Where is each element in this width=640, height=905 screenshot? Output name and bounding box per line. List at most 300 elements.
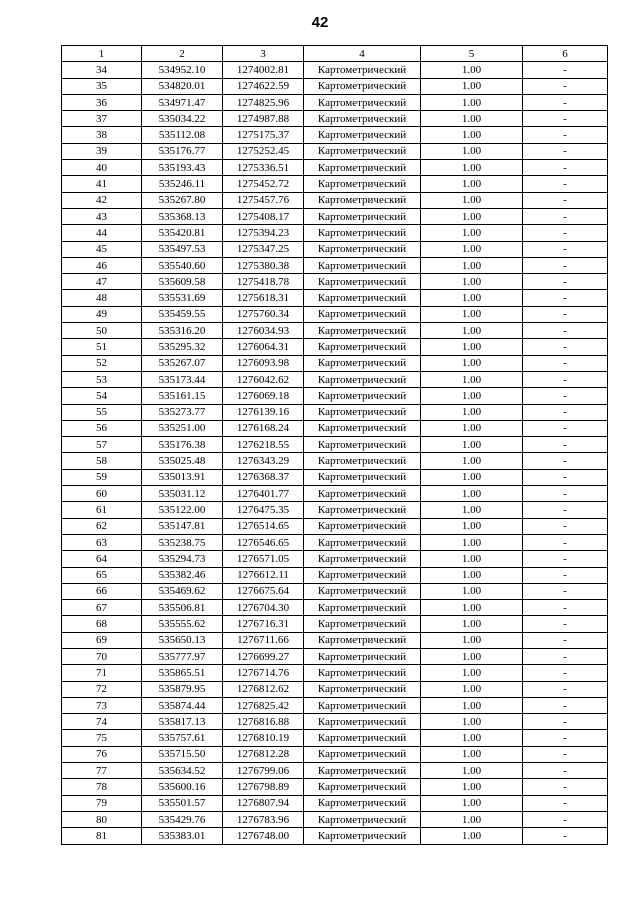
accuracy-cell: 1.00 [421,551,523,567]
accuracy-cell: 1.00 [421,111,523,127]
table-row [62,632,608,648]
accuracy-cell: 1.00 [421,420,523,436]
table-row [62,420,608,436]
point-number-cell: 75 [62,730,142,746]
point-number-cell: 45 [62,241,142,257]
y-coordinate-cell: 1276783.96 [223,811,304,827]
table-row [62,404,608,420]
table-row [62,616,608,632]
y-coordinate-cell: 1276825.42 [223,697,304,713]
method-cell: Картометрический [304,714,421,730]
note-cell: - [523,795,608,811]
coordinates-table [61,45,608,845]
x-coordinate-cell: 535501.57 [142,795,223,811]
table-row [62,143,608,159]
x-coordinate-cell: 535715.50 [142,746,223,762]
accuracy-cell: 1.00 [421,763,523,779]
y-coordinate-cell: 1276699.27 [223,648,304,664]
method-cell: Картометрический [304,697,421,713]
table-row [62,290,608,306]
table-row [62,453,608,469]
table-row [62,306,608,322]
note-cell: - [523,453,608,469]
table-row [62,600,608,616]
x-coordinate-cell: 535650.13 [142,632,223,648]
accuracy-cell: 1.00 [421,208,523,224]
point-number-cell: 61 [62,502,142,518]
accuracy-cell: 1.00 [421,388,523,404]
x-coordinate-cell: 535031.12 [142,486,223,502]
method-cell: Картометрический [304,192,421,208]
y-coordinate-cell: 1276514.65 [223,518,304,534]
accuracy-cell: 1.00 [421,143,523,159]
note-cell: - [523,730,608,746]
point-number-cell: 63 [62,534,142,550]
header-cell: 2 [142,46,223,62]
point-number-cell: 36 [62,94,142,110]
accuracy-cell: 1.00 [421,811,523,827]
table-row [62,437,608,453]
y-coordinate-cell: 1276711.66 [223,632,304,648]
table-row [62,502,608,518]
point-number-cell: 56 [62,420,142,436]
point-number-cell: 66 [62,583,142,599]
x-coordinate-cell: 535251.00 [142,420,223,436]
point-number-cell: 41 [62,176,142,192]
y-coordinate-cell: 1276343.29 [223,453,304,469]
point-number-cell: 80 [62,811,142,827]
accuracy-cell: 1.00 [421,371,523,387]
y-coordinate-cell: 1276218.55 [223,437,304,453]
note-cell: - [523,355,608,371]
y-coordinate-cell: 1275418.78 [223,274,304,290]
y-coordinate-cell: 1276748.00 [223,828,304,844]
table-row [62,828,608,844]
x-coordinate-cell: 535634.52 [142,763,223,779]
table-row [62,746,608,762]
method-cell: Картометрический [304,437,421,453]
accuracy-cell: 1.00 [421,730,523,746]
header-cell: 4 [304,46,421,62]
point-number-cell: 57 [62,437,142,453]
accuracy-cell: 1.00 [421,160,523,176]
x-coordinate-cell: 535147.81 [142,518,223,534]
note-cell: - [523,111,608,127]
method-cell: Картометрический [304,534,421,550]
x-coordinate-cell: 535865.51 [142,665,223,681]
accuracy-cell: 1.00 [421,486,523,502]
method-cell: Картометрический [304,323,421,339]
point-number-cell: 78 [62,779,142,795]
x-coordinate-cell: 535294.73 [142,551,223,567]
table-row [62,192,608,208]
accuracy-cell: 1.00 [421,795,523,811]
note-cell: - [523,763,608,779]
point-number-cell: 34 [62,62,142,78]
x-coordinate-cell: 535540.60 [142,257,223,273]
accuracy-cell: 1.00 [421,648,523,664]
note-cell: - [523,241,608,257]
y-coordinate-cell: 1276475.35 [223,502,304,518]
accuracy-cell: 1.00 [421,583,523,599]
x-coordinate-cell: 535176.38 [142,437,223,453]
note-cell: - [523,469,608,485]
point-number-cell: 73 [62,697,142,713]
point-number-cell: 37 [62,111,142,127]
point-number-cell: 70 [62,648,142,664]
method-cell: Картометрический [304,795,421,811]
x-coordinate-cell: 535112.08 [142,127,223,143]
note-cell: - [523,388,608,404]
x-coordinate-cell: 535383.01 [142,828,223,844]
x-coordinate-cell: 535267.07 [142,355,223,371]
point-number-cell: 76 [62,746,142,762]
accuracy-cell: 1.00 [421,192,523,208]
x-coordinate-cell: 535382.46 [142,567,223,583]
accuracy-cell: 1.00 [421,746,523,762]
x-coordinate-cell: 534971.47 [142,94,223,110]
method-cell: Картометрический [304,746,421,762]
table-row [62,697,608,713]
method-cell: Картометрический [304,371,421,387]
point-number-cell: 48 [62,290,142,306]
note-cell: - [523,779,608,795]
point-number-cell: 38 [62,127,142,143]
x-coordinate-cell: 535368.13 [142,208,223,224]
accuracy-cell: 1.00 [421,127,523,143]
note-cell: - [523,306,608,322]
point-number-cell: 79 [62,795,142,811]
accuracy-cell: 1.00 [421,828,523,844]
table-row [62,176,608,192]
method-cell: Картометрический [304,518,421,534]
point-number-cell: 64 [62,551,142,567]
point-number-cell: 53 [62,371,142,387]
table-row [62,241,608,257]
point-number-cell: 39 [62,143,142,159]
note-cell: - [523,257,608,273]
point-number-cell: 47 [62,274,142,290]
x-coordinate-cell: 535013.91 [142,469,223,485]
point-number-cell: 74 [62,714,142,730]
y-coordinate-cell: 1276034.93 [223,323,304,339]
method-cell: Картометрический [304,225,421,241]
table-row [62,78,608,94]
header-cell: 5 [421,46,523,62]
note-cell: - [523,714,608,730]
method-cell: Картометрический [304,420,421,436]
y-coordinate-cell: 1275408.17 [223,208,304,224]
note-cell: - [523,746,608,762]
table-row [62,111,608,127]
method-cell: Картометрический [304,78,421,94]
x-coordinate-cell: 535161.15 [142,388,223,404]
method-cell: Картометрический [304,632,421,648]
method-cell: Картометрический [304,502,421,518]
accuracy-cell: 1.00 [421,290,523,306]
accuracy-cell: 1.00 [421,241,523,257]
y-coordinate-cell: 1276546.65 [223,534,304,550]
note-cell: - [523,811,608,827]
method-cell: Картометрический [304,811,421,827]
x-coordinate-cell: 535173.44 [142,371,223,387]
note-cell: - [523,665,608,681]
accuracy-cell: 1.00 [421,62,523,78]
note-cell: - [523,62,608,78]
accuracy-cell: 1.00 [421,714,523,730]
note-cell: - [523,681,608,697]
table-row [62,714,608,730]
note-cell: - [523,518,608,534]
method-cell: Картометрический [304,94,421,110]
x-coordinate-cell: 535273.77 [142,404,223,420]
note-cell: - [523,632,608,648]
point-number-cell: 62 [62,518,142,534]
note-cell: - [523,567,608,583]
x-coordinate-cell: 535034.22 [142,111,223,127]
point-number-cell: 51 [62,339,142,355]
x-coordinate-cell: 535506.81 [142,600,223,616]
accuracy-cell: 1.00 [421,779,523,795]
y-coordinate-cell: 1274622.59 [223,78,304,94]
accuracy-cell: 1.00 [421,323,523,339]
accuracy-cell: 1.00 [421,469,523,485]
x-coordinate-cell: 535316.20 [142,323,223,339]
note-cell: - [523,404,608,420]
table-row [62,323,608,339]
point-number-cell: 71 [62,665,142,681]
table-row [62,730,608,746]
method-cell: Картометрический [304,290,421,306]
y-coordinate-cell: 1276812.28 [223,746,304,762]
y-coordinate-cell: 1276810.19 [223,730,304,746]
y-coordinate-cell: 1276064.31 [223,339,304,355]
x-coordinate-cell: 535238.75 [142,534,223,550]
y-coordinate-cell: 1276799.06 [223,763,304,779]
note-cell: - [523,176,608,192]
point-number-cell: 77 [62,763,142,779]
point-number-cell: 65 [62,567,142,583]
note-cell: - [523,225,608,241]
y-coordinate-cell: 1276612.11 [223,567,304,583]
x-coordinate-cell: 535420.81 [142,225,223,241]
note-cell: - [523,339,608,355]
table-row [62,160,608,176]
method-cell: Картометрический [304,339,421,355]
table-row [62,534,608,550]
method-cell: Картометрический [304,176,421,192]
accuracy-cell: 1.00 [421,339,523,355]
note-cell: - [523,323,608,339]
table-row [62,795,608,811]
accuracy-cell: 1.00 [421,404,523,420]
note-cell: - [523,160,608,176]
method-cell: Картометрический [304,111,421,127]
note-cell: - [523,697,608,713]
point-number-cell: 49 [62,306,142,322]
accuracy-cell: 1.00 [421,274,523,290]
accuracy-cell: 1.00 [421,176,523,192]
x-coordinate-cell: 534820.01 [142,78,223,94]
y-coordinate-cell: 1274987.88 [223,111,304,127]
accuracy-cell: 1.00 [421,257,523,273]
note-cell: - [523,583,608,599]
note-cell: - [523,551,608,567]
method-cell: Картометрический [304,486,421,502]
method-cell: Картометрический [304,828,421,844]
method-cell: Картометрический [304,763,421,779]
note-cell: - [523,290,608,306]
table-row [62,665,608,681]
accuracy-cell: 1.00 [421,225,523,241]
x-coordinate-cell: 535176.77 [142,143,223,159]
method-cell: Картометрический [304,567,421,583]
point-number-cell: 50 [62,323,142,339]
table-row [62,583,608,599]
point-number-cell: 81 [62,828,142,844]
x-coordinate-cell: 535757.61 [142,730,223,746]
table-row [62,567,608,583]
table-row [62,551,608,567]
method-cell: Картометрический [304,665,421,681]
table-row [62,94,608,110]
page-number: 42 [311,14,329,31]
note-cell: - [523,208,608,224]
y-coordinate-cell: 1275457.76 [223,192,304,208]
accuracy-cell: 1.00 [421,78,523,94]
method-cell: Картометрический [304,551,421,567]
point-number-cell: 52 [62,355,142,371]
table-row [62,355,608,371]
y-coordinate-cell: 1276816.88 [223,714,304,730]
method-cell: Картометрический [304,648,421,664]
y-coordinate-cell: 1276807.94 [223,795,304,811]
method-cell: Картометрический [304,160,421,176]
y-coordinate-cell: 1276093.98 [223,355,304,371]
note-cell: - [523,600,608,616]
x-coordinate-cell: 535295.32 [142,339,223,355]
table-row [62,763,608,779]
y-coordinate-cell: 1274825.96 [223,94,304,110]
note-cell: - [523,143,608,159]
table-row [62,469,608,485]
method-cell: Картометрический [304,469,421,485]
point-number-cell: 35 [62,78,142,94]
accuracy-cell: 1.00 [421,567,523,583]
accuracy-cell: 1.00 [421,616,523,632]
x-coordinate-cell: 534952.10 [142,62,223,78]
method-cell: Картометрический [304,681,421,697]
y-coordinate-cell: 1276368.37 [223,469,304,485]
point-number-cell: 59 [62,469,142,485]
point-number-cell: 60 [62,486,142,502]
x-coordinate-cell: 535609.58 [142,274,223,290]
x-coordinate-cell: 535122.00 [142,502,223,518]
x-coordinate-cell: 535267.80 [142,192,223,208]
note-cell: - [523,616,608,632]
x-coordinate-cell: 535246.11 [142,176,223,192]
x-coordinate-cell: 535879.95 [142,681,223,697]
y-coordinate-cell: 1276704.30 [223,600,304,616]
x-coordinate-cell: 535531.69 [142,290,223,306]
y-coordinate-cell: 1276714.76 [223,665,304,681]
method-cell: Картометрический [304,355,421,371]
y-coordinate-cell: 1276675.64 [223,583,304,599]
point-number-cell: 44 [62,225,142,241]
table-row [62,811,608,827]
table-row [62,62,608,78]
method-cell: Картометрический [304,779,421,795]
table-row [62,648,608,664]
y-coordinate-cell: 1275452.72 [223,176,304,192]
table-row [62,339,608,355]
x-coordinate-cell: 535193.43 [142,160,223,176]
table-row [62,388,608,404]
table-row [62,371,608,387]
accuracy-cell: 1.00 [421,306,523,322]
table-row [62,127,608,143]
y-coordinate-cell: 1276069.18 [223,388,304,404]
table-row [62,486,608,502]
point-number-cell: 72 [62,681,142,697]
point-number-cell: 58 [62,453,142,469]
note-cell: - [523,371,608,387]
y-coordinate-cell: 1274002.81 [223,62,304,78]
y-coordinate-cell: 1276798.89 [223,779,304,795]
method-cell: Картометрический [304,600,421,616]
table-row [62,208,608,224]
accuracy-cell: 1.00 [421,518,523,534]
y-coordinate-cell: 1275175.37 [223,127,304,143]
accuracy-cell: 1.00 [421,697,523,713]
x-coordinate-cell: 535459.55 [142,306,223,322]
table-row [62,225,608,241]
point-number-cell: 67 [62,600,142,616]
x-coordinate-cell: 535469.62 [142,583,223,599]
point-number-cell: 42 [62,192,142,208]
point-number-cell: 54 [62,388,142,404]
point-number-cell: 40 [62,160,142,176]
method-cell: Картометрический [304,62,421,78]
method-cell: Картометрический [304,583,421,599]
note-cell: - [523,437,608,453]
method-cell: Картометрический [304,127,421,143]
method-cell: Картометрический [304,388,421,404]
accuracy-cell: 1.00 [421,94,523,110]
y-coordinate-cell: 1276716.31 [223,616,304,632]
y-coordinate-cell: 1275618.31 [223,290,304,306]
x-coordinate-cell: 535429.76 [142,811,223,827]
note-cell: - [523,420,608,436]
y-coordinate-cell: 1276168.24 [223,420,304,436]
y-coordinate-cell: 1276401.77 [223,486,304,502]
method-cell: Картометрический [304,274,421,290]
method-cell: Картометрический [304,257,421,273]
x-coordinate-cell: 535777.97 [142,648,223,664]
note-cell: - [523,502,608,518]
x-coordinate-cell: 535600.16 [142,779,223,795]
header-cell: 3 [223,46,304,62]
method-cell: Картометрический [304,404,421,420]
method-cell: Картометрический [304,208,421,224]
note-cell: - [523,94,608,110]
x-coordinate-cell: 535817.13 [142,714,223,730]
note-cell: - [523,486,608,502]
table-header-row [62,46,608,62]
accuracy-cell: 1.00 [421,437,523,453]
x-coordinate-cell: 535025.48 [142,453,223,469]
accuracy-cell: 1.00 [421,502,523,518]
